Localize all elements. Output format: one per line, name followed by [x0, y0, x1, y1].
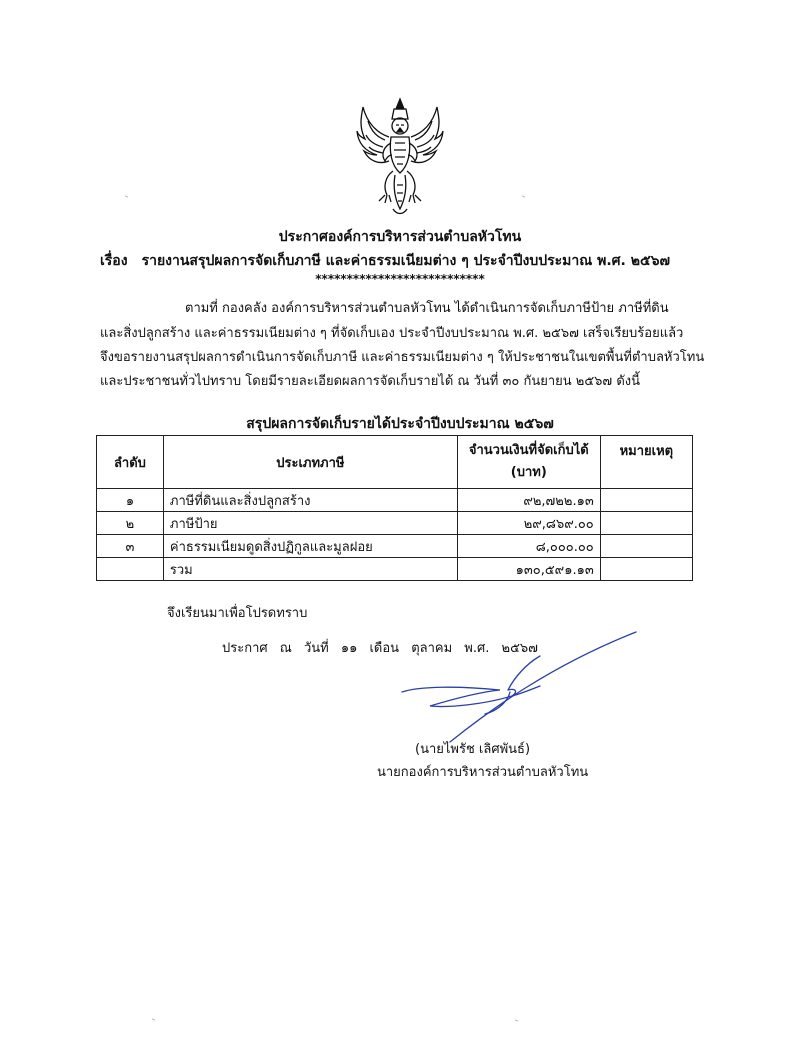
cell-type: รวม: [163, 558, 457, 581]
announcement-date: ประกาศ ณ วันที่ ๑๑ เดือน ตุลาคม พ.ศ. ๒๕๖๗: [222, 641, 538, 656]
handwritten-signature: [390, 630, 650, 745]
separator-stars: ***************************: [315, 272, 485, 286]
paragraph-line: และสิ่งปลูกสร้าง และค่าธรรมเนียมต่าง ๆ ที่จัดเก็บเอง ประจำปีงบประมาณ พ.ศ. ๒๕๖๗ เสร็จเรียบร้อยแล้ว: [100, 326, 684, 341]
paragraph-line: และประชาชนทั่วไปทราบ โดยมีรายละเอียดผลการจัดเก็บรายได้ ณ วันที่ ๓๐ กันยายน ๒๕๖๗ ดังนี้: [100, 374, 641, 389]
cell-note: [600, 489, 692, 512]
table-row: [97, 535, 693, 558]
paragraph-line: ตามที่ กองคลัง องค์การบริหารส่วนตำบลหัวโทน ได้ดำเนินการจัดเก็บภาษีป้าย ภาษีที่ดิน: [185, 301, 669, 316]
table-row: [97, 489, 693, 512]
scan-speck: [125, 195, 128, 197]
header-note: หมายเหตุ: [600, 436, 692, 489]
table-total-row: [97, 558, 693, 581]
header-amount-label: จำนวนเงินที่จัดเก็บได้: [468, 443, 589, 458]
cell-note: [600, 558, 692, 581]
cell-amount: ๙๒,๗๒๒.๑๓: [457, 489, 600, 512]
signer-position: นายกองค์การบริหารส่วนตำบลหัวโทน: [377, 765, 589, 780]
cell-note: [600, 512, 692, 535]
header-order: ลำดับ: [97, 436, 164, 489]
subject-text: รายงานสรุปผลการจัดเก็บภาษี และค่าธรรมเนียมต่าง ๆ ประจำปีงบประมาณ พ.ศ. ๒๕๖๗: [141, 253, 670, 269]
header-amount-unit: (บาท): [510, 465, 547, 480]
scan-speck: [152, 1018, 155, 1020]
cell-amount: ๘,๐๐๐.๐๐: [457, 535, 600, 558]
cell-order: ๑: [97, 489, 164, 512]
announcement-subject: [100, 250, 670, 272]
cell-amount: ๑๓๐,๕๙๑.๑๓: [457, 558, 600, 581]
table-header-row: [97, 436, 693, 489]
closing-text: จึงเรียนมาเพื่อโปรดทราบ: [167, 606, 308, 621]
cell-order: ๓: [97, 535, 164, 558]
announcement-heading: ประกาศองค์การบริหารส่วนตำบลหัวโทน: [278, 229, 522, 245]
cell-note: [600, 535, 692, 558]
subject-label: เรื่อง: [100, 253, 128, 269]
scan-speck: [522, 195, 525, 197]
revenue-summary-table: [96, 435, 693, 581]
table-title: สรุปผลการจัดเก็บรายได้ประจำปีงบประมาณ ๒๕๖๗: [246, 416, 554, 432]
garuda-emblem-icon: [355, 95, 445, 220]
paragraph-line: จึงขอรายงานสรุปผลการดำเนินการจัดเก็บภาษี และค่าธรรมเนียมต่าง ๆ ให้ประชาชนในเขตพื้นที่ตำบลหัวโทน: [100, 350, 705, 365]
table-row: [97, 512, 693, 535]
signer-name: (นายไพรัช เลิศพันธ์): [415, 742, 531, 757]
scan-speck: [515, 1019, 518, 1021]
header-type: ประเภทภาษี: [163, 436, 457, 489]
cell-amount: ๒๙,๘๖๙.๐๐: [457, 512, 600, 535]
cell-type: ภาษีป้าย: [163, 512, 457, 535]
cell-order: ๒: [97, 512, 164, 535]
header-amount: [457, 436, 600, 489]
cell-type: ภาษีที่ดินและสิ่งปลูกสร้าง: [163, 489, 457, 512]
cell-type: ค่าธรรมเนียมดูดสิ่งปฏิกูลและมูลฝอย: [163, 535, 457, 558]
cell-order: [97, 558, 164, 581]
